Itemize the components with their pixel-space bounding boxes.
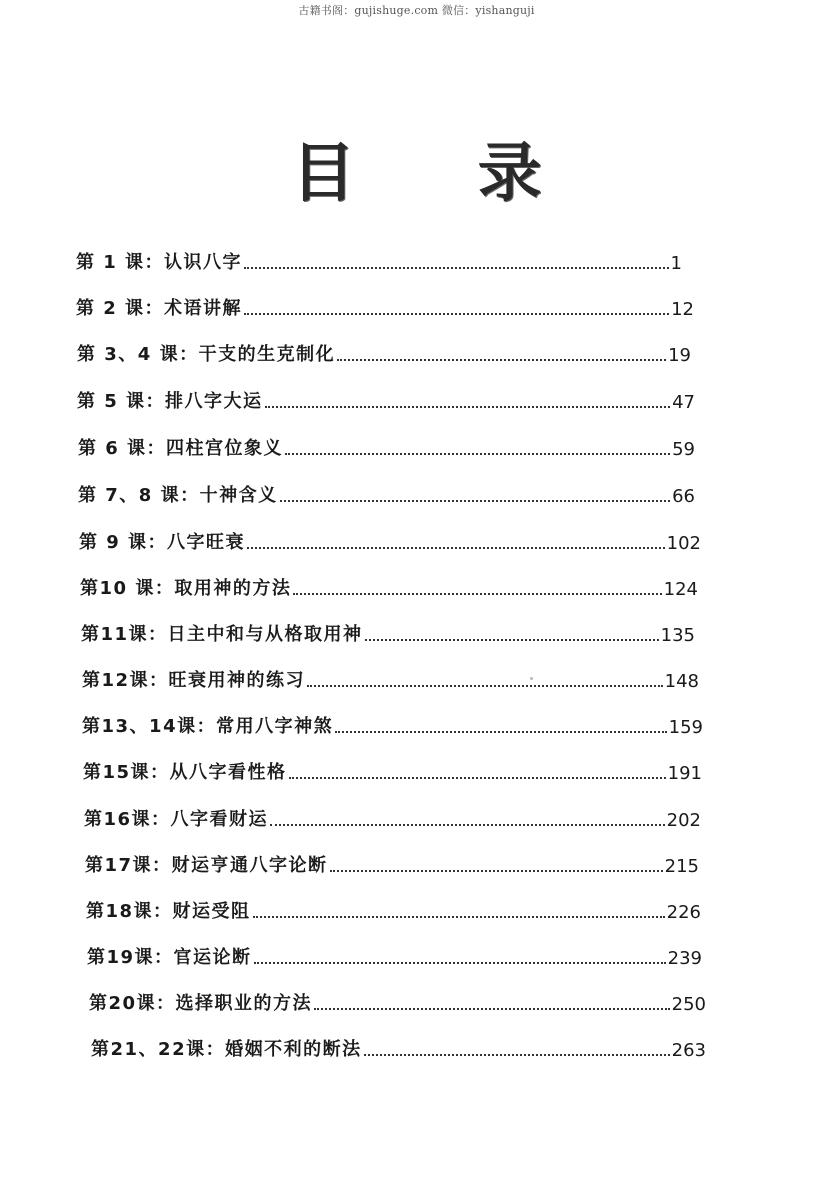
toc-entry-page: 226 xyxy=(666,902,701,923)
toc-leader-dots xyxy=(364,1053,670,1056)
toc-entry[interactable] xyxy=(77,387,695,413)
toc-entry[interactable] xyxy=(76,294,694,320)
toc-leader-dots xyxy=(270,823,665,826)
toc-entry[interactable] xyxy=(84,805,701,831)
toc-entry-label: 第 3、4 课：干支的生克制化 xyxy=(77,344,336,365)
toc-entry-page: 19 xyxy=(668,345,691,366)
toc-entry-page: 250 xyxy=(671,994,706,1015)
toc-leader-dots xyxy=(244,266,668,269)
toc-leader-dots xyxy=(247,546,665,549)
toc-entry-page: 102 xyxy=(666,533,701,554)
toc-leader-dots xyxy=(289,776,666,779)
toc-entry[interactable] xyxy=(82,712,703,738)
toc-entry[interactable] xyxy=(81,620,695,646)
toc-leader-dots xyxy=(335,730,667,733)
toc-entry-page: 148 xyxy=(664,671,699,692)
toc-entry[interactable] xyxy=(80,574,698,600)
toc-entry-label: 第15课：从八字看性格 xyxy=(83,762,287,783)
toc-entry[interactable] xyxy=(91,1035,706,1061)
toc-entry-page: 263 xyxy=(671,1040,706,1061)
toc-entry-label: 第 5 课：排八字大运 xyxy=(77,391,263,412)
toc-entry-label: 第10 课：取用神的方法 xyxy=(80,578,292,599)
toc-entry[interactable] xyxy=(86,897,701,923)
toc-entry-page: 135 xyxy=(660,625,695,646)
toc-entry[interactable] xyxy=(82,666,699,692)
toc-leader-dots xyxy=(314,1007,670,1010)
toc-entry-label: 第 7、8 课：十神含义 xyxy=(78,485,278,506)
toc-entry-label: 第 2 课：术语讲解 xyxy=(76,298,243,319)
toc-leader-dots xyxy=(293,592,661,595)
toc-entry[interactable] xyxy=(77,340,691,366)
toc-leader-dots xyxy=(307,684,663,687)
toc-entry-page: 1 xyxy=(670,253,682,274)
toc-entry-page: 191 xyxy=(667,763,702,784)
toc-entry-label: 第21、22课：婚姻不利的断法 xyxy=(91,1039,362,1060)
toc-entry-label: 第 6 课：四柱宫位象义 xyxy=(78,438,284,459)
toc-entry-page: 215 xyxy=(664,856,699,877)
toc-entry-label: 第 1 课：认识八字 xyxy=(76,252,243,273)
toc-entry[interactable] xyxy=(79,528,701,554)
toc-entry-page: 159 xyxy=(668,717,703,738)
toc-entry-label: 第11课：日主中和与从格取用神 xyxy=(81,624,363,645)
toc-entry-page: 202 xyxy=(666,810,701,831)
toc-leader-dots xyxy=(254,961,666,964)
toc-entry[interactable] xyxy=(76,248,682,274)
toc-entry-page: 124 xyxy=(663,579,698,600)
toc-entry-label: 第16课：八字看财运 xyxy=(84,809,269,830)
toc-leader-dots xyxy=(280,499,671,502)
scan-speck xyxy=(530,677,533,680)
toc-leader-dots xyxy=(265,405,671,408)
toc-entry-label: 第 9 课：八字旺衰 xyxy=(79,532,246,553)
toc-entry-label: 第17课：财运亨通八字论断 xyxy=(85,855,328,876)
toc-entry-page: 239 xyxy=(667,948,702,969)
toc-entry-label: 第20课：选择职业的方法 xyxy=(89,993,313,1014)
toc-entry-label: 第12课：旺衰用神的练习 xyxy=(82,670,306,691)
toc-entry[interactable] xyxy=(83,758,702,784)
toc-entry-page: 66 xyxy=(672,486,695,507)
toc-entry-label: 第19课：官运论断 xyxy=(87,947,252,968)
toc-entry-page: 47 xyxy=(672,392,695,413)
toc-entry[interactable] xyxy=(85,851,699,877)
toc-leader-dots xyxy=(337,358,666,361)
toc-entry-label: 第13、14课：常用八字神煞 xyxy=(82,716,334,737)
toc-entry-page: 12 xyxy=(671,299,694,320)
toc-leader-dots xyxy=(253,915,665,918)
toc-leader-dots xyxy=(330,869,663,872)
toc-leader-dots xyxy=(365,638,659,641)
toc-entry-label: 第18课：财运受阻 xyxy=(86,901,251,922)
page-title: 目 录 xyxy=(291,137,592,211)
toc-entry[interactable] xyxy=(89,989,706,1015)
toc-entry[interactable] xyxy=(78,481,695,507)
toc-leader-dots xyxy=(244,312,669,315)
watermark-text: 古籍书阁：gujishuge.com 微信：yishanguji xyxy=(298,4,535,17)
toc-leader-dots xyxy=(285,452,670,455)
toc-entry[interactable] xyxy=(87,943,702,969)
toc-entry[interactable] xyxy=(78,434,695,460)
toc-entry-page: 59 xyxy=(672,439,695,460)
